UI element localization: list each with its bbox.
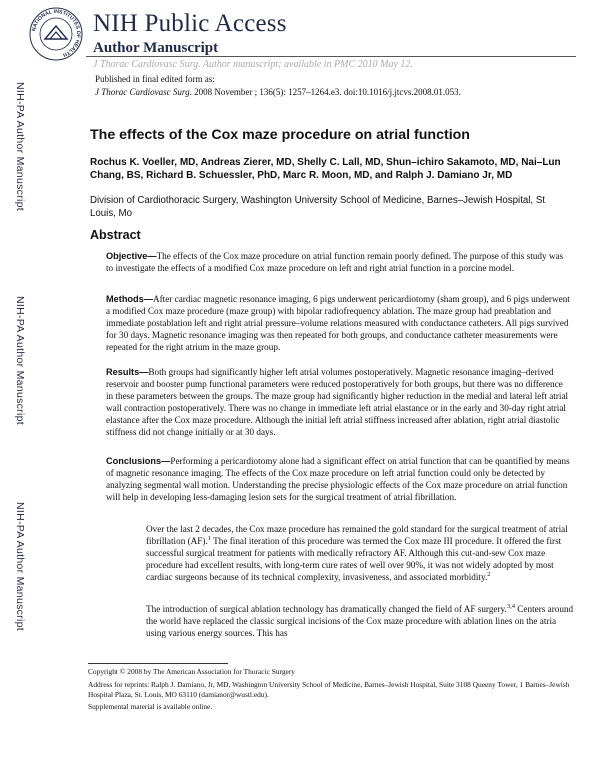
sidebar-label: NIH-PA Author Manuscript	[14, 502, 26, 631]
body-paragraph-1	[146, 523, 574, 583]
reference-marker: 2	[487, 571, 491, 579]
logo-ring-text: NATIONAL INSTITUTES OF HEALTH	[31, 8, 82, 58]
author-list: Rochus K. Voeller, MD, Andreas Zierer, MD, Shelly C. Lall, MD, Shun–ichiro Sakamoto, MD, Nai–Lun Chang, BS, Richard B. Schuessler, PhD, Marc R. Moon, MD, and Ralph J. Damiano Jr, MD	[90, 157, 561, 181]
article-title: The effects of the Cox maze procedure on atrial function	[90, 127, 470, 143]
published-citation	[95, 87, 461, 97]
objective-text: The effects of the Cox maze procedure on atrial function remain poorly defined. The purpose of this study was to investigate the effects of a modified Cox maze procedure on left and right atrial function in a porcine model.	[106, 251, 564, 274]
reprint-address: Address for reprints: Ralph J. Damiano, Jr, MD, Washington University School of Medicine, Barnes–Jewish Hospital, Suite 3108 Queeny Tower, 1 Barnes–Jewish Hospital Plaza, St. Louis, MO 63110 (damianor@wustl.edu).	[88, 680, 570, 699]
header-citation: J Thorac Cardiovasc Surg. Author manuscript; available in PMC 2010 May 12.	[93, 59, 413, 70]
body-text: Centers around the world have replaced the classic surgical incisions of the Cox maze procedure with ablation lines on the atria using various energy sources. This has	[146, 604, 574, 639]
supplemental-note: Supplemental material is available online.	[88, 702, 213, 711]
results-label: Results—	[106, 367, 149, 377]
reference-marker: 1	[207, 535, 212, 543]
citation-details: . 2008 November ; 136(5): 1257–1264.e3. doi:10.1016/j.jtcvs.2008.01.053.	[189, 87, 461, 97]
copyright-note: Copyright © 2008 by The American Association for Thoracic Surgery	[88, 667, 295, 676]
body-paragraph-2	[146, 603, 574, 639]
abstract-conclusions	[106, 455, 570, 503]
body-text: The introduction of surgical ablation technology has dramatically changed the field of AF surgery.	[146, 604, 507, 614]
affiliation: Division of Cardiothoracic Surgery, Washington University School of Medicine, Barnes–Jewish Hospital, St Louis, Mo	[90, 195, 545, 219]
methods-label: Methods—	[106, 294, 153, 304]
abstract-heading: Abstract	[90, 228, 141, 242]
svg-text:NATIONAL INSTITUTES OF HEALTH	[31, 9, 81, 58]
sidebar-label: NIH-PA Author Manuscript	[14, 82, 26, 211]
header-subtitle: Author Manuscript	[93, 40, 219, 56]
conclusions-text: Performing a pericardiotomy alone had a significant effect on atrial function that can be quantified by means of magnetic resonance imaging. The effects of the Cox maze procedure on left atrial function could only be detected by analyzing segmental wall motion. Understanding the precise physiologic effects of the Cox maze procedure on atrial function will help in developing less-damaging lesion sets for the surgical treatment of atrial fibrillation.	[106, 456, 570, 503]
methods-text: After cardiac magnetic resonance imaging, 6 pigs underwent pericardiotomy (sham group), and 6 pigs underwent a modified Cox maze procedure (maze group) with bipolar radiofrequency ablation. The maze group had preablation and immediate postablation left and right atrial pressure–volume relations measured with conductance catheters. All pigs survived for 30 days. Magnetic resonance imaging was then repeated for both groups, and conductance catheter measurements were repeated for the right atrium in the maze group.	[106, 294, 570, 353]
header-title: NIH Public Access	[93, 10, 287, 37]
header-divider	[86, 56, 576, 57]
abstract-objective	[106, 250, 570, 274]
nih-logo	[28, 6, 84, 62]
journal-name: J Thorac Cardiovasc Surg	[95, 87, 190, 97]
conclusions-label: Conclusions—	[106, 456, 171, 466]
abstract-results	[106, 366, 570, 439]
footnote-divider	[88, 663, 228, 664]
abstract-methods	[106, 293, 570, 353]
published-label: Published in final edited form as:	[95, 74, 215, 84]
sidebar-label: NIH-PA Author Manuscript	[14, 296, 26, 425]
results-text: Both groups had significantly higher left atrial volumes postoperatively. Magnetic resonance imaging–derived reservoir and booster pump functional parameters were reduced postoperatively for both groups, but there was no difference in these parameters between the groups. The maze group had significantly higher reduction in the medial and lateral left atrial wall contraction postoperatively. There was no change in immediate left atrial elastance or in the early and 30-day right atrial elastance after the Cox maze procedure. Although the initial left atrial stiffness increased after ablation, right atrial diastolic stiffness did not change initially or at 30 days.	[106, 367, 569, 438]
body-text: The final iteration of this procedure was termed the Cox maze III procedure. It offered the first successful surgical treatment for patients with medically refractory AF. Although this cut-and-sew Cox maze procedure had excellent results, with long-term cure rates of well over 90%, it was not widely adopted by most cardiac surgeons because of its technical complexity, invasiveness, and associated morbidity.	[146, 536, 562, 583]
objective-label: Objective—	[106, 251, 157, 261]
reference-marker: 3,4	[506, 602, 515, 610]
body-text: Over the last 2 decades, the Cox maze procedure has remained the gold standard for the surgical treatment of atrial fibrillation (AF).	[146, 524, 568, 547]
